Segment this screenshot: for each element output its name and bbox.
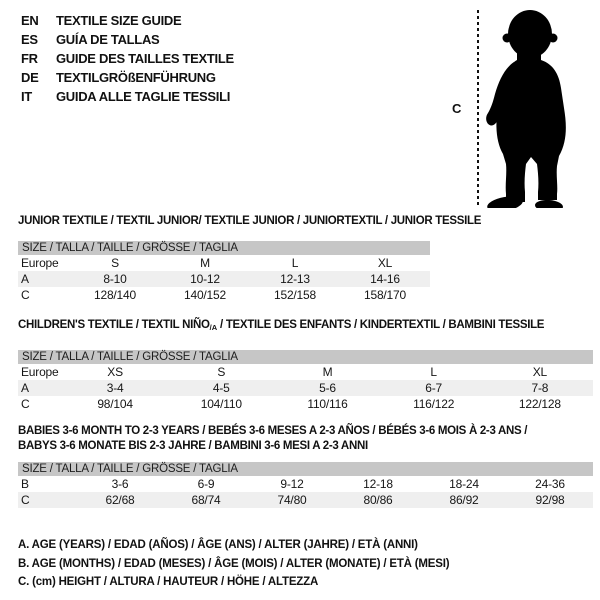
value-cell: XS — [107, 365, 123, 379]
table-row — [18, 271, 430, 287]
value-cell: 74/80 — [249, 492, 335, 508]
note-a: A. AGE (YEARS) / EDAD (AÑOS) / ÂGE (ANS) / ALTER (JAHRE) / ETÀ (ANNI) — [18, 539, 418, 551]
lang-code: FR — [21, 51, 38, 66]
children-size-table — [18, 364, 593, 412]
value-cell: 24-36 — [535, 477, 565, 491]
title-line-2: BABYS 3-6 MONATE BIS 2-3 JAHRE / BAMBINI 3-6 MESI A 2-3 ANNI — [18, 440, 368, 452]
children-table-section — [18, 318, 593, 412]
value-cell: 68/74 — [163, 492, 249, 508]
table-title: JUNIOR TEXTILE / TEXTIL JUNIOR/ TEXTILE JUNIOR / JUNIORTEXTIL / JUNIOR TESSILE — [18, 215, 482, 227]
value-cell: 128/140 — [94, 288, 136, 302]
note-c: C. (cm) HEIGHT / ALTURA / HAUTEUR / HÖHE / ALTEZZA — [18, 576, 319, 588]
table-row — [18, 255, 430, 271]
lang-row-es — [21, 30, 234, 49]
junior-size-table — [18, 255, 430, 303]
lang-title: TEXTILGRÖßENFÜHRUNG — [56, 70, 216, 85]
table-title — [18, 318, 593, 335]
value-cell: XL — [532, 365, 548, 379]
value-cell: XL — [377, 256, 393, 270]
size-header-bar: SIZE / TALLA / TAILLE / GRÖSSE / TAGLIA — [18, 350, 593, 364]
height-dotted-line — [477, 10, 479, 208]
value-cell: 152/158 — [274, 288, 316, 302]
table-row — [18, 396, 593, 412]
value-cell: 86/92 — [421, 492, 507, 508]
table-row — [18, 380, 593, 396]
row-label-cell: A — [18, 380, 62, 396]
value-cell: 80/86 — [335, 492, 421, 508]
language-header — [21, 11, 234, 106]
note-b: B. AGE (MONTHS) / EDAD (MESES) / ÂGE (MOIS) / ALTER (MONATE) / ETÀ (MESI) — [18, 557, 450, 570]
value-cell: S — [111, 256, 119, 270]
value-cell: 4-5 — [168, 380, 274, 396]
value-cell: L — [430, 365, 437, 379]
value-cell: 14-16 — [340, 271, 430, 287]
baby-silhouette-icon — [483, 8, 583, 208]
row-label-cell: Europe — [21, 365, 59, 379]
lang-row-en — [21, 11, 234, 30]
value-cell: 140/152 — [184, 288, 226, 302]
value-cell: 10-12 — [160, 271, 250, 287]
legend-notes — [18, 536, 449, 592]
value-cell: 6-7 — [381, 380, 487, 396]
table-row — [18, 364, 593, 380]
row-label-cell: Europe — [21, 256, 59, 270]
value-cell: S — [217, 365, 226, 379]
value-cell: 18-24 — [449, 477, 479, 491]
babies-table-section — [18, 424, 593, 508]
row-label-cell: C — [18, 492, 77, 508]
value-cell: 98/104 — [97, 397, 133, 411]
value-cell: 62/68 — [77, 492, 163, 508]
lang-title: GUIDE DES TAILLES TEXTILE — [56, 51, 234, 66]
table-row — [18, 287, 430, 303]
lang-title: GUIDA ALLE TAGLIE TESSILI — [56, 89, 231, 104]
height-measure-label: C — [452, 101, 462, 116]
lang-row-it — [21, 87, 234, 106]
row-label-cell: C — [21, 397, 30, 411]
value-cell: 3-6 — [111, 477, 129, 491]
value-cell: 12-13 — [250, 271, 340, 287]
row-label-cell: A — [18, 271, 70, 287]
babies-size-table — [18, 476, 593, 508]
table-row — [18, 476, 593, 492]
table-title — [18, 424, 593, 454]
junior-table-section — [18, 214, 482, 303]
value-cell: 9-12 — [280, 477, 304, 491]
value-cell: 12-18 — [363, 477, 393, 491]
lang-code: DE — [21, 70, 39, 85]
value-cell: 92/98 — [507, 492, 593, 508]
lang-title: TEXTILE SIZE GUIDE — [56, 13, 182, 28]
table-row — [18, 492, 593, 508]
value-cell: M — [322, 365, 333, 379]
lang-code: EN — [21, 13, 39, 28]
value-cell: 5-6 — [274, 380, 380, 396]
title-text: CHILDREN'S TEXTILE / TEXTIL NIÑO — [18, 319, 210, 331]
value-cell: 116/122 — [413, 397, 455, 411]
size-header-bar: SIZE / TALLA / TAILLE / GRÖSSE / TAGLIA — [18, 241, 430, 255]
row-label-cell: C — [21, 288, 30, 302]
lang-row-fr — [21, 49, 234, 68]
value-cell: M — [200, 256, 210, 270]
value-cell: 104/110 — [200, 397, 242, 411]
value-cell: 8-10 — [70, 271, 160, 287]
lang-code: IT — [21, 89, 32, 104]
value-cell: 122/128 — [518, 397, 561, 411]
lang-title: GUÍA DE TALLAS — [56, 32, 160, 47]
value-cell: 7-8 — [487, 380, 593, 396]
value-cell: L — [291, 256, 299, 270]
lang-row-de — [21, 68, 234, 87]
value-cell: 110/116 — [307, 397, 348, 411]
lang-code: ES — [21, 32, 38, 47]
title-subscript: /A — [209, 323, 218, 332]
title-line-1: BABIES 3-6 MONTH TO 2-3 YEARS / BEBÉS 3-6 MESES A 2-3 AÑOS / BÉBÉS 3-6 MOIS À 2-3 ANS / — [18, 425, 528, 437]
value-cell: 3-4 — [62, 380, 168, 396]
size-header-bar: SIZE / TALLA / TAILLE / GRÖSSE / TAGLIA — [18, 462, 593, 476]
value-cell: 158/170 — [364, 288, 406, 302]
title-text: / TEXTILE DES ENFANTS / KINDERTEXTIL / BAMBINI TESSILE — [217, 319, 545, 331]
row-label-cell: B — [21, 477, 29, 491]
value-cell: 6-9 — [197, 477, 215, 491]
